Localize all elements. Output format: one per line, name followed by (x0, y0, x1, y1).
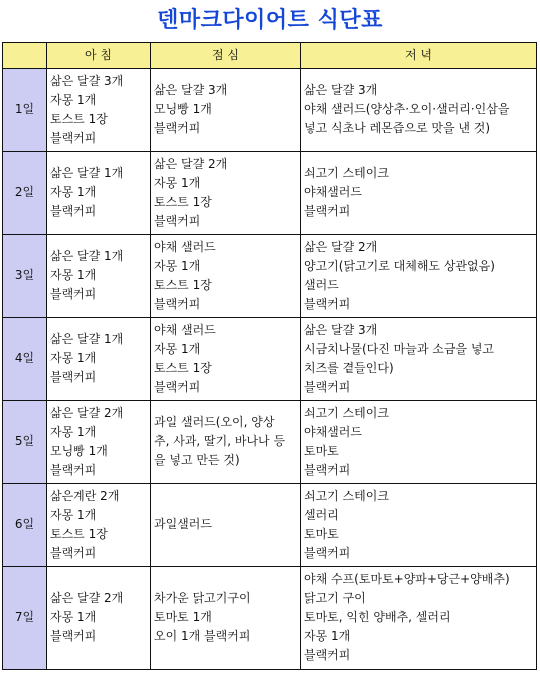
dinner-cell (301, 317, 537, 400)
menu-item: 삶은계란 2개 (50, 488, 120, 503)
day-label: 2일 (3, 151, 47, 234)
day-label: 6일 (3, 483, 47, 566)
breakfast-cell (47, 317, 151, 400)
menu-item: 자몽 1개 (154, 175, 201, 190)
menu-item: 추, 사과, 딸기, 바나나 등 (154, 434, 286, 449)
menu-item: 자몽 1개 (50, 610, 97, 625)
menu-item: 자몽 1개 (154, 341, 201, 356)
menu-item: 블랙커피 (304, 462, 351, 477)
menu-item: 토스트 1장 (50, 111, 108, 126)
menu-item: 블랙커피 (154, 213, 201, 228)
menu-item: 넣고 식초나 레몬즙으로 맛을 낸 것) (304, 121, 491, 136)
menu-item: 블랙커피 (50, 462, 97, 477)
lunch-cell (151, 566, 301, 669)
menu-item: 자몽 1개 (50, 268, 97, 283)
lunch-cell (151, 69, 301, 152)
menu-item: 블랙커피 (50, 204, 97, 219)
menu-item: 닭고기 구이 (304, 591, 366, 606)
menu-item: 블랙커피 (304, 204, 351, 219)
header-lunch: 점 심 (151, 43, 301, 69)
menu-item: 야채 샐러드(양상추·오이·샐러리·인삼을 (304, 102, 510, 117)
menu-item: 자몽 1개 (50, 92, 97, 107)
header-corner-cell (3, 43, 47, 69)
table-row (3, 234, 537, 317)
page-title: 덴마크다이어트 식단표 (157, 8, 383, 33)
menu-item: 자몽 1개 (154, 258, 201, 273)
menu-item: 자몽 1개 (50, 507, 97, 522)
dinner-cell (301, 234, 537, 317)
menu-item: 토스트 1장 (154, 194, 212, 209)
menu-item: 샐러드 (304, 277, 339, 292)
table-row (3, 151, 537, 234)
menu-item: 자몽 1개 (50, 424, 97, 439)
menu-item: 삶은 달걀 3개 (304, 83, 378, 98)
table-row (3, 69, 537, 152)
menu-item: 치즈를 곁들인다) (304, 360, 394, 375)
menu-item: 야채샐러드 (304, 424, 362, 439)
menu-item: 블랙커피 (50, 287, 97, 302)
table-row (3, 400, 537, 483)
breakfast-cell (47, 151, 151, 234)
menu-item: 야채 샐러드 (154, 322, 216, 337)
menu-item: 삶은 달걀 3개 (50, 73, 124, 88)
menu-item: 삶은 달걀 2개 (304, 239, 378, 254)
menu-item: 토스트 1장 (154, 360, 212, 375)
menu-item: 블랙커피 (154, 379, 201, 394)
menu-item: 모닝빵 1개 (154, 102, 212, 117)
menu-item: 토마토 (304, 443, 339, 458)
menu-item: 자몽 1개 (50, 351, 97, 366)
menu-item: 야채 샐러드 (154, 239, 216, 254)
menu-item: 자몽 1개 (50, 185, 97, 200)
breakfast-cell (47, 400, 151, 483)
menu-item: 과일샐러드 (154, 517, 212, 532)
breakfast-cell (47, 234, 151, 317)
day-label: 7일 (3, 566, 47, 669)
lunch-cell (151, 151, 301, 234)
day-label: 3일 (3, 234, 47, 317)
menu-item: 토마토, 익힌 양배추, 셀러리 (304, 610, 451, 625)
lunch-cell (151, 234, 301, 317)
header-row (3, 43, 537, 69)
menu-item: 셀러리 (304, 507, 339, 522)
menu-item: 블랙커피 (304, 296, 351, 311)
menu-item: 삶은 달걀 2개 (50, 591, 124, 606)
menu-item: 야채 수프(토마토+양파+당근+양배추) (304, 572, 510, 587)
menu-item: 쇠고기 스테이크 (304, 166, 389, 181)
breakfast-cell (47, 483, 151, 566)
lunch-cell (151, 317, 301, 400)
dinner-cell (301, 400, 537, 483)
menu-item: 시금치나물(다진 마늘과 소금을 넣고 (304, 341, 495, 356)
menu-item: 삶은 달걀 3개 (304, 322, 378, 337)
menu-item: 블랙커피 (154, 296, 201, 311)
breakfast-cell (47, 69, 151, 152)
breakfast-cell (47, 566, 151, 669)
menu-item: 삶은 달걀 2개 (50, 405, 124, 420)
menu-item: 블랙커피 (50, 629, 97, 644)
menu-item: 차가운 닭고기구이 (154, 591, 251, 606)
menu-item: 야채샐러드 (304, 185, 362, 200)
menu-item: 블랙커피 (154, 121, 201, 136)
dinner-cell (301, 483, 537, 566)
menu-item: 양고기(닭고기로 대체해도 상관없음) (304, 258, 495, 273)
day-label: 5일 (3, 400, 47, 483)
menu-item: 삶은 달걀 1개 (50, 249, 124, 264)
menu-item: 삶은 달걀 1개 (50, 166, 124, 181)
menu-item: 자몽 1개 (304, 629, 351, 644)
dinner-cell (301, 566, 537, 669)
dinner-cell (301, 69, 537, 152)
menu-item: 토마토 1개 (154, 610, 212, 625)
menu-item: 블랙커피 (304, 379, 351, 394)
menu-item: 블랙커피 (50, 545, 97, 560)
menu-item: 삶은 달걀 1개 (50, 332, 124, 347)
menu-item: 을 넣고 만든 것) (154, 453, 240, 468)
menu-item: 토스트 1장 (154, 277, 212, 292)
menu-item: 토마토 (304, 526, 339, 541)
table-row (3, 317, 537, 400)
menu-item: 모닝빵 1개 (50, 443, 108, 458)
menu-item: 삶은 달걀 2개 (154, 156, 228, 171)
diet-table (2, 42, 537, 670)
menu-item: 블랙커피 (304, 648, 351, 663)
header-dinner: 저 녁 (301, 43, 537, 69)
lunch-cell (151, 483, 301, 566)
table-row (3, 483, 537, 566)
menu-item: 블랙커피 (50, 370, 97, 385)
table-row (3, 566, 537, 669)
menu-item: 삶은 달걀 3개 (154, 83, 228, 98)
menu-item: 쇠고기 스테이크 (304, 488, 389, 503)
lunch-cell (151, 400, 301, 483)
day-label: 1일 (3, 69, 47, 152)
menu-item: 블랙커피 (304, 545, 351, 560)
header-breakfast: 아 침 (47, 43, 151, 69)
dinner-cell (301, 151, 537, 234)
menu-item: 과일 샐러드(오이, 양상 (154, 415, 275, 430)
menu-item: 토스트 1장 (50, 526, 108, 541)
menu-item: 쇠고기 스테이크 (304, 405, 389, 420)
menu-item: 블랙커피 (50, 130, 97, 145)
menu-item: 오이 1개 블랙커피 (154, 629, 251, 644)
day-label: 4일 (3, 317, 47, 400)
